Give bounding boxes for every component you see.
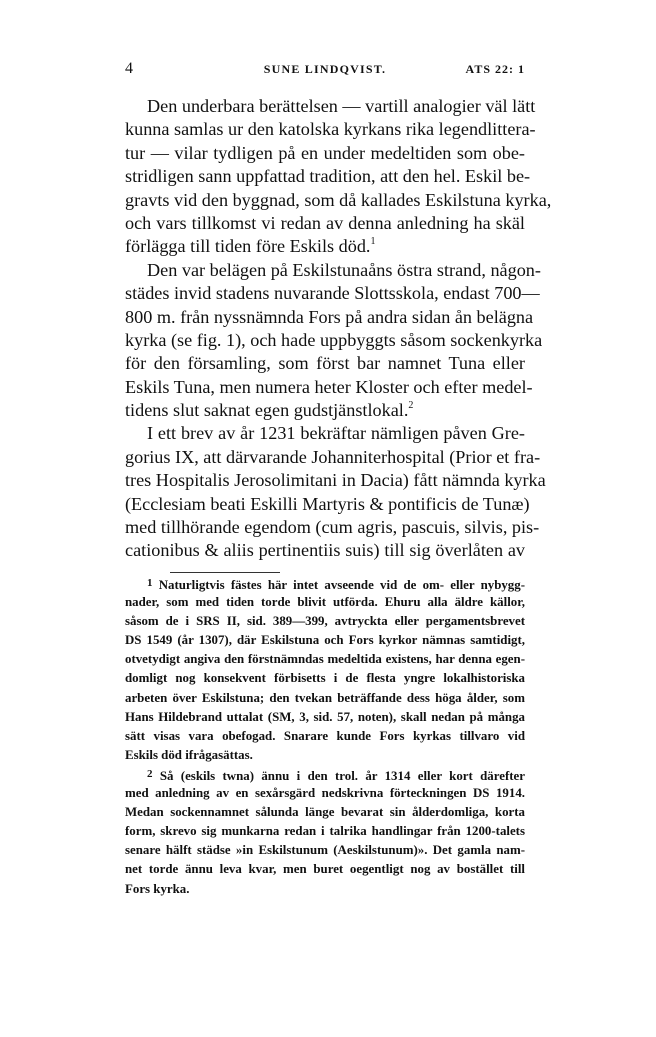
footnote-reference: 2 [408, 400, 414, 412]
footnote-2-line: med anledning av en sexårsgärd nedskrivna förteckningen DS 1914. [125, 786, 525, 801]
footnote-reference: 1 [370, 236, 376, 248]
footnote-divider [170, 572, 280, 573]
body-line-text: förlägga till tiden före Eskils död. [125, 236, 371, 257]
footnote-2-line [125, 765, 525, 784]
footnote-2-line: form, skrevo sig munkarna redan i talrika handlingar från 1200-talets [125, 824, 525, 839]
footnote-1-line [125, 574, 525, 593]
footnote-1-number: 1 [147, 577, 153, 589]
footnote-text: Så (eskils twna) ännu i den trol. år 1314 eller kort därefter [159, 768, 525, 783]
running-header [125, 62, 525, 82]
footnote-text: Naturligtvis fästes här intet avseende vid de om- eller nybygg- [158, 578, 525, 592]
body-line: (Ecclesiam beati Eskilli Martyris & pontificis de Tunæ) [125, 493, 530, 514]
footnote-1-line: Hans Hildebrand uttalat (SM, 3, sid. 57, noten), skall nedan på många [125, 709, 525, 724]
body-line: I ett brev av år 1231 bekräftar nämligen påven Gre- [147, 423, 525, 444]
body-line: Eskils Tuna, men numera heter Kloster och efter medel- [125, 376, 533, 397]
body-line: kyrka (se fig. 1), och hade uppbyggts såsom sockenkyrka [125, 329, 543, 350]
series-reference: ATS 22: 1 [465, 62, 525, 76]
body-line: gorius IX, att därvarande Johanniterhospital (Prior et fra- [125, 446, 541, 467]
body-line: 800 m. från nyssnämnda Fors på andra sidan ån belägna [125, 306, 534, 327]
footnote-1-line: otvetydigt angiva den förstnämndas medeltida existens, har denna egen- [125, 652, 525, 667]
footnote-1-line: såsom de i SRS II, sid. 389—399, avtryckta eller pergamentsbrevet [125, 614, 525, 629]
footnote-1-line: DS 1549 (år 1307), där Eskilstuna och Fors kyrkor nämnas samtidigt, [125, 633, 525, 648]
running-title-author: SUNE LINDQVIST. [263, 62, 387, 76]
footnote-2-line: Fors kyrka. [125, 881, 190, 896]
page-number: 4 [125, 60, 134, 77]
footnote-2-line: senare hälft städse »in Eskilstunum (Aeskilstunum)». Det gamla nam- [125, 843, 525, 858]
footnote-1-line: nader, som med tiden torde blivit utförda. Ehuru alla äldre källor, [125, 595, 525, 610]
footnote-1-line: sätt visas vara obefogad. Snarare kunde Fors kyrkas tillvaro vid [125, 728, 525, 743]
body-line-with-footnote [125, 399, 525, 422]
body-line-with-footnote [125, 235, 525, 258]
body-line: och vars tillkomst vi redan av denna anledning ha skäl [125, 212, 525, 233]
footnote-2-number: 2 [147, 767, 153, 780]
body-line: gravts vid den byggnad, som då kallades Eskilstuna kyrka, [125, 189, 552, 210]
body-line: med tillhörande egendom (cum agris, pascuis, silvis, pis- [125, 517, 540, 538]
footnote-1-line: Eskils död ifrågasättas. [125, 747, 253, 762]
body-line: städes invid stadens nuvarande Slottsskola, endast 700— [125, 283, 540, 304]
body-line: Den underbara berättelsen — vartill analogier väl lätt [147, 96, 536, 116]
body-line: cationibus & aliis pertinentiis suis) till sig överlåten av [125, 540, 525, 561]
body-line: Den var belägen på Eskilstunaåns östra strand, någon- [147, 259, 541, 280]
body-line: tur — vilar tydligen på en under medeltiden som obe- [125, 142, 525, 163]
footnote-1-line: arbeten över Eskilstuna; den tvekan beträffande dess höga ålder, som [125, 690, 525, 705]
body-line: för den församling, som först bar namnet Tuna eller [125, 353, 525, 374]
body-text [125, 95, 552, 563]
footnote-2-line: net torde ännu leva kvar, men buret oegentligt nog av bostället till [125, 862, 525, 877]
footnote-2-line: Medan sockennamnet sålunda länge bevarat sin ålderdomliga, korta [125, 805, 525, 820]
footnotes [125, 574, 525, 899]
body-line: kunna samlas ur den katolska kyrkans rika legendlittera- [125, 119, 536, 140]
body-line: tres Hospitalis Jerosolimitani in Dacia) fått nämnda kyrka [125, 470, 546, 491]
footnote-1-line: domligt nog konsekvent förbisetts i de flesta yngre lokalhistoriska [125, 671, 525, 686]
body-line-text: tidens slut saknat egen gudstjänstlokal. [125, 400, 409, 421]
body-line: stridligen sann uppfattad tradition, att den hel. Eskil be- [125, 166, 531, 187]
